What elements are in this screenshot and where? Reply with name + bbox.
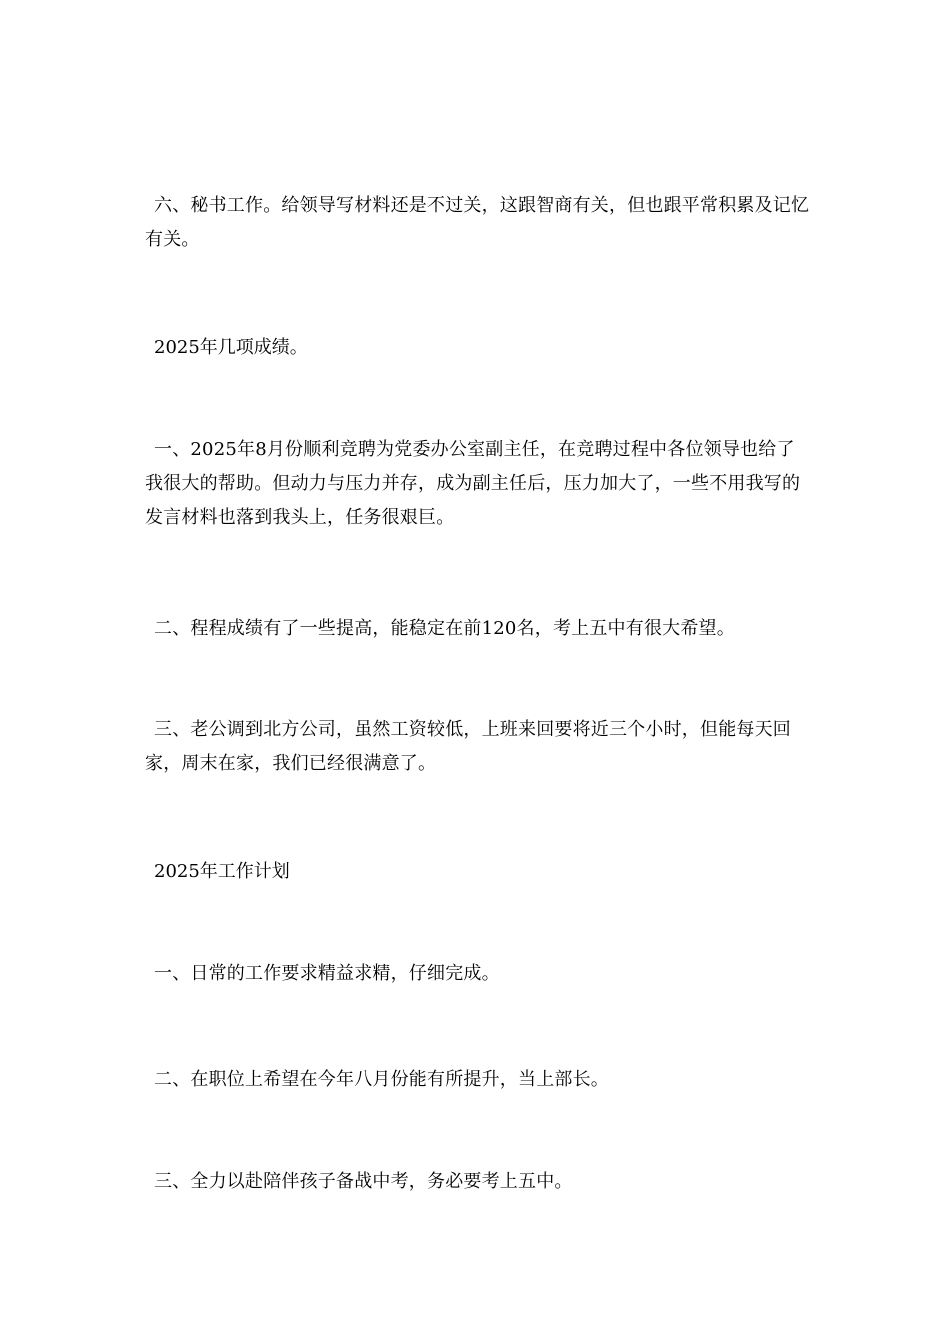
paragraph-plan-3: 三、全力以赴陪伴孩子备战中考，务必要考上五中。 [154,1171,573,1192]
heading-work-plan: 2025年工作计划 [154,861,290,882]
paragraph-achievement-1: 一、2025年8月份顺利竞聘为党委办公室副主任，在竞聘过程中各位领导也给了我很大的帮助。但动力与压力并存，成为副主任后，压力加大了，一些不用我写的发言材料也落到我头上，任务很艰巨。 [145,439,801,528]
paragraph-achievement-2: 二、程程成绩有了一些提高，能稳定在前120名，考上五中有很大希望。 [154,618,735,639]
paragraph-achievement-3: 三、老公调到北方公司，虽然工资较低，上班来回要将近三个小时，但能每天回家，周末在家，我们已经很满意了。 [145,719,791,774]
paragraph-secretary-work: 六、秘书工作。给领导写材料还是不过关，这跟智商有关，但也跟平常积累及记忆有关。 [145,195,810,250]
paragraph-plan-2: 二、在职位上希望在今年八月份能有所提升，当上部长。 [154,1069,609,1090]
paragraph-plan-1: 一、日常的工作要求精益求精，仔细完成。 [154,963,500,984]
heading-achievements: 2025年几项成绩。 [154,337,308,358]
